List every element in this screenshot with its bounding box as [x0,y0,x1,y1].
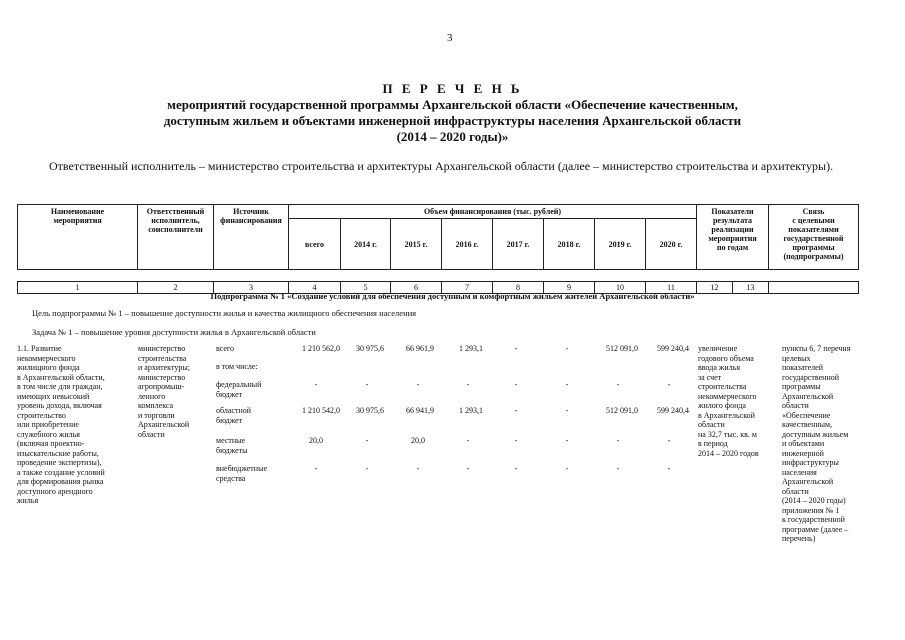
header-year: 2017 г. [493,219,544,270]
title-line-2: мероприятий государственной программы Архангельской области «Обеспечение качественным, [167,97,738,112]
funding-value: 30 975,6 [356,344,384,353]
header-year: всего [289,219,341,270]
header-year: 2014 г. [341,219,391,270]
funding-value: - [565,380,569,389]
column-number: 8 [493,282,544,294]
funding-value: - [514,464,518,473]
funding-value: 66 941,9 [406,406,434,415]
header-table [17,204,859,294]
result-indicator: увеличение годового объема ввода жилья за счет строительства некоммерческого жилого фонда в Архангельской области на 32,7 тыс. кв. м в период 2014 – 2020 годов [698,344,759,458]
source-label: местные бюджеты [216,436,248,455]
subprogram-goal: Цель подпрограммы № 1 – повышение доступности жилья и качества жилищного обеспечения населения [32,308,417,318]
source-label: областной бюджет [216,406,252,425]
funding-value: 20,0 [309,436,323,445]
funding-value: - [514,406,518,415]
page-number: 3 [447,32,453,44]
funding-value: - [616,436,620,445]
column-number: 3 [214,282,289,294]
funding-value: - [616,464,620,473]
funding-value: - [466,380,470,389]
funding-value: - [416,464,420,473]
funding-value: - [565,406,569,415]
funding-value: 66 961,9 [406,344,434,353]
column-number: 12 [697,282,733,294]
title-line-3: доступным жильем и объектами инженерной инфраструктуры населения Архангельской области [163,113,742,128]
source-label: всего [216,344,235,353]
funding-value: - [565,344,569,353]
funding-value: - [314,464,318,473]
intro-paragraph: Ответственный исполнитель – министерство строительства и архитектуры Архангельской области (далее – министерство строительства и архитектуры). [49,159,834,173]
source-label: внебюджетные средства [216,464,267,483]
funding-value: 20,0 [411,436,425,445]
column-number: 11 [646,282,697,294]
column-number: 9 [544,282,595,294]
funding-value: 1 210 562,0 [302,344,340,353]
column-number: 2 [138,282,214,294]
header-year: 2020 г. [646,219,697,270]
funding-value: - [365,380,369,389]
title-heading: П Е Р Е Ч Е Н Ь [382,81,523,96]
funding-value: - [466,464,470,473]
column-number: 4 [289,282,341,294]
header-year: 2018 г. [544,219,595,270]
funding-value: - [365,464,369,473]
funding-value: - [514,344,518,353]
funding-value: - [565,464,569,473]
subprogram-task: Задача № 1 – повышение уровня доступности жилья в Архангельской области [32,327,316,337]
column-number: 7 [442,282,493,294]
funding-value: - [514,380,518,389]
target-link: пункты 6, 7 перечня целевых показателей государственной программы Архангельской области «Обеспечение качественным, доступным жильем и объектами инженерной инфраструктуры населения Архангельской области (2014 – 2020 годы) приложения № 1 к государственной программе (далее – перечень) [782,344,851,543]
funding-value: - [466,436,470,445]
funding-value: - [667,436,671,445]
funding-value: 599 240,4 [657,344,689,353]
funding-value: 599 240,4 [657,406,689,415]
header-funding: Объем финансирования (тыс. рублей) [289,205,697,219]
funding-value: 1 293,1 [459,344,483,353]
header-year: 2015 г. [391,219,442,270]
title-line-4: (2014 – 2020 годы)» [396,129,509,144]
funding-value: 30 975,6 [356,406,384,415]
measure-executor: министерство строительства и архитектуры; министерство агропромыш- ленного комплекса и торговли Архангельской области [138,344,190,439]
column-number: 10 [595,282,646,294]
header-year: 2016 г. [442,219,493,270]
funding-value: 512 091,0 [606,344,638,353]
header-indicators: Показатели результата реализации мероприятия по годам [697,205,769,270]
funding-value: 512 091,0 [606,406,638,415]
funding-value: - [514,436,518,445]
funding-value: - [667,380,671,389]
source-label: федеральный бюджет [216,380,262,399]
funding-value: - [416,380,420,389]
column-number: 13 [733,282,769,294]
header-link: Связь с целевыми показателями государственной программы (подпрограммы) [769,205,859,270]
source-label: в том числе: [216,362,258,371]
funding-value: - [565,436,569,445]
funding-value: - [314,380,318,389]
column-number: 6 [391,282,442,294]
header-name: Наименование мероприятия [18,205,138,270]
measure-name: 1.1. Развитие некоммерческого жилищного фонда в Архангельской области, в том числе для граждан, имеющих невысокий уровень дохода, включая строительство или приобретение служебного жилья (включая проектно- изыскательские работы, проведение экспертизы), а также создание условий для формирования рынка доступного арендного жилья [17,344,105,505]
funding-value: 1 293,1 [459,406,483,415]
funding-value: - [667,464,671,473]
header-year: 2019 г. [595,219,646,270]
funding-value: - [365,436,369,445]
funding-value: 1 210 542,0 [302,406,340,415]
column-number: 5 [341,282,391,294]
subprogram-heading: Подпрограмма № 1 «Создание условий для обеспечения доступным и комфортным жильем жителей Архангельской области» [210,291,695,301]
header-source: Источник финансирования [214,205,289,270]
funding-value: - [616,380,620,389]
header-executor: Ответственный исполнитель, соисполнители [138,205,214,270]
column-number: 1 [18,282,138,294]
